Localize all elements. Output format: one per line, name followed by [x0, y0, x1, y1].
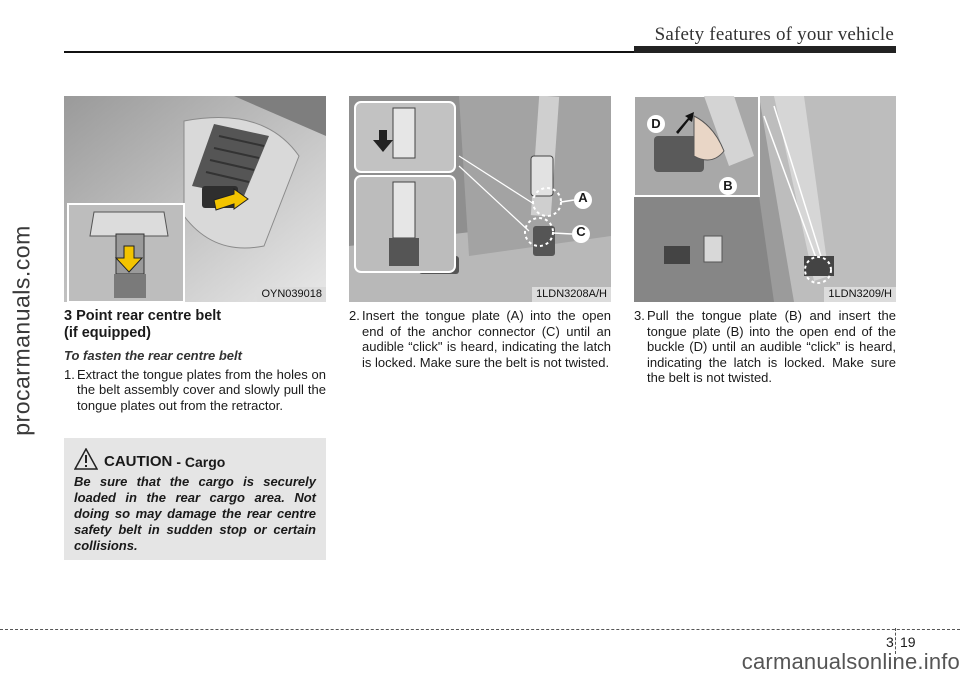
subsection-title: To fasten the rear centre belt — [64, 348, 242, 363]
figure-code-label: 1LDN3208A/H — [532, 287, 611, 302]
side-watermark-text: procarmanuals.com — [8, 224, 35, 436]
figure-anchor-connector-illustration — [349, 96, 611, 302]
header-tab-bar — [634, 46, 896, 53]
caution-body: Be sure that the cargo is securely loaded in the rear cargo area. Not doing so may damage the rear centre safety belt in sudden stop or certain collisions. — [74, 474, 316, 553]
section-title-line1: 3 Point rear centre belt — [64, 308, 222, 324]
step-2-number: 2. — [349, 308, 360, 323]
side-watermark — [2, 150, 42, 510]
chapter-number: 3 — [886, 634, 894, 650]
step-1 — [64, 367, 326, 414]
page-number: 19 — [900, 634, 916, 650]
step-1-text: Extract the tongue plates from the holes on the belt assembly cover and slowly pull the tongue plates out from the retractor. — [77, 366, 326, 413]
section-title-line2: (if equipped) — [64, 325, 151, 341]
figure-code-label: OYN039018 — [257, 287, 326, 302]
section-title — [64, 308, 326, 342]
figure-belt-cover — [64, 96, 326, 302]
callout-a: A — [578, 190, 588, 205]
callout-c: C — [576, 224, 586, 239]
footer-watermark: carmanualsonline.info — [741, 649, 960, 674]
warning-triangle-icon — [74, 448, 98, 470]
column-1-text — [64, 308, 326, 413]
step-3-text: Pull the tongue plate (B) and insert the tongue plate (B) into the open end of the buckle (D) until an audible “click” is heard, indicating the latch is locked. Make sure the belt is not twisted. — [647, 308, 896, 385]
footer-dashed-rule — [0, 629, 960, 630]
section-header-title: Safety features of your vehicle — [654, 24, 894, 45]
step-2-text: Insert the tongue plate (A) into the open end of the anchor connector (C) until an audible “click" is heard, indicating the latch is locked. Make sure the belt is not twisted. — [362, 308, 611, 370]
caution-subject: - Cargo — [176, 454, 226, 470]
figure-code-label: 1LDN3209/H — [824, 287, 896, 302]
step-2 — [349, 308, 611, 370]
caution-word: CAUTION — [104, 453, 173, 470]
figure-belt-cover-illustration — [64, 96, 326, 302]
callout-d: D — [651, 116, 661, 131]
column-2-text — [349, 308, 611, 370]
caution-header — [74, 448, 316, 470]
callout-b: B — [723, 178, 733, 193]
caution-box — [64, 438, 326, 560]
step-1-number: 1. — [64, 366, 75, 382]
step-3 — [634, 308, 896, 386]
step-3-number: 3. — [634, 308, 645, 323]
figure-buckle — [634, 96, 896, 302]
column-3-text — [634, 308, 896, 386]
figure-buckle-illustration — [634, 96, 896, 302]
figure-anchor-connector — [349, 96, 611, 302]
